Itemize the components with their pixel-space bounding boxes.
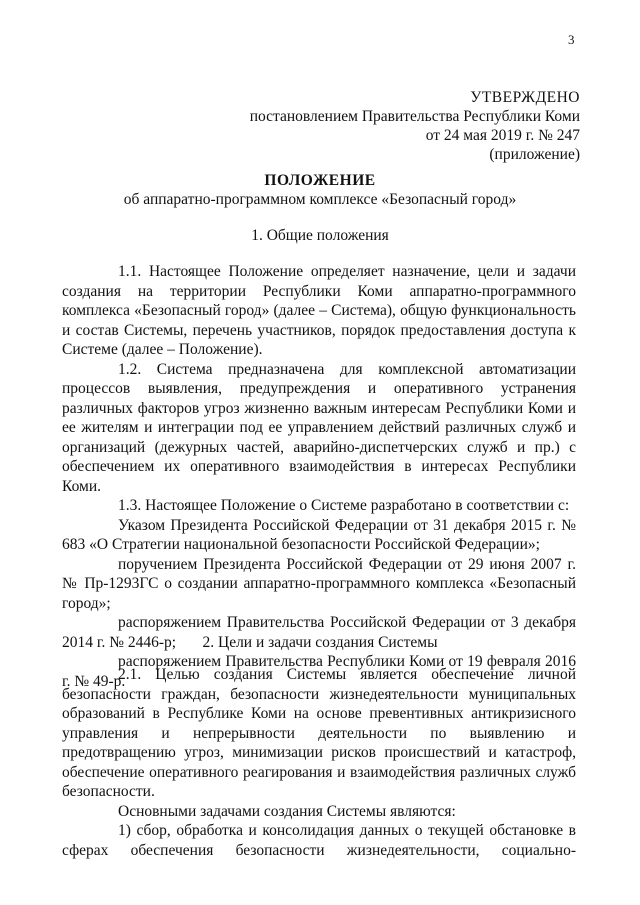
approval-stamp [250,88,580,164]
section-1-heading: 1. Общие положения [251,227,389,244]
paragraph-1-1: 1.1. Настоящее Положение определяет назначение, цели и задачи создания на территории Республики Коми аппаратно-программного комплекса «Безопасный город» (далее – Система), общую функциональность и состав Системы, перечень участников, порядок предоставления доступа к Системе (далее – Положение). [62,263,576,358]
document-subtitle: об аппаратно-программном комплексе «Безопасный город» [123,191,517,208]
reference-item: распоряжением Правительства Республики Коми от 19 февраля 2016 г. № 49-р. [62,653,576,690]
approval-line-2: от 24 мая 2019 г. № 247 [425,127,580,144]
reference-item: распоряжением Правительства Российской Федерации от 3 декабря 2014 г. № 2446-р; [62,614,576,651]
section-2-body [62,665,576,860]
reference-item: Указом Президента Российской Федерации от 31 декабря 2015 г. № 683 «О Стратегии национальной безопасности Российской Федерации»; [62,516,576,553]
section-2-heading: 2. Цели и задачи создания Системы [202,634,438,651]
paragraph-1-2: 1.2. Система предназначена для комплексной автоматизации процессов выявления, предупреждения и оперативного устранения различных факторов угроз жизненно важным интересам Республики Коми и ее жителям и интеграции под ее управлением действий различных служб и организаций (дежурных частей, аварийно-диспетчерских служб и пр.) с обеспечением их оперативного взаимодействия в интересах Республики Коми. [62,360,576,495]
approval-heading: УТВЕРЖДЕНО [470,89,580,106]
approval-line-1: постановлением Правительства Республики Коми [249,108,580,125]
document-title: ПОЛОЖЕНИЕ [264,172,376,189]
section-1-body [62,262,576,691]
reference-item: поручением Президента Российской Федерации от 29 июня 2007 г. № Пр-1293ГС о создании аппаратно-программного комплекса «Безопасный город»; [62,555,576,612]
paragraph-2-1: 2.1. Целью создания Системы является обеспечение личной безопасности граждан, безопасности жизнедеятельности муниципальных образований в Республике Коми на основе превентивных антикризисного управления и непрерывности деятельности по выявлению и предотвращению угроз, минимизации рисков происшествий и катастроф, обеспечение оперативного реагирования и взаимодействия различных служб безопасности. [62,666,576,800]
task-item: 1) сбор, обработка и консолидация данных о текущей обстановке в сферах обеспечения безопасности жизнедеятельности, социально- [62,822,576,859]
page-number: 3 [568,32,575,47]
tasks-intro: Основными задачами создания Системы являются: [118,802,456,820]
paragraph-1-3: 1.3. Настоящее Положение о Системе разработано в соответствии с: [118,497,570,514]
approval-line-3: (приложение) [489,146,580,163]
